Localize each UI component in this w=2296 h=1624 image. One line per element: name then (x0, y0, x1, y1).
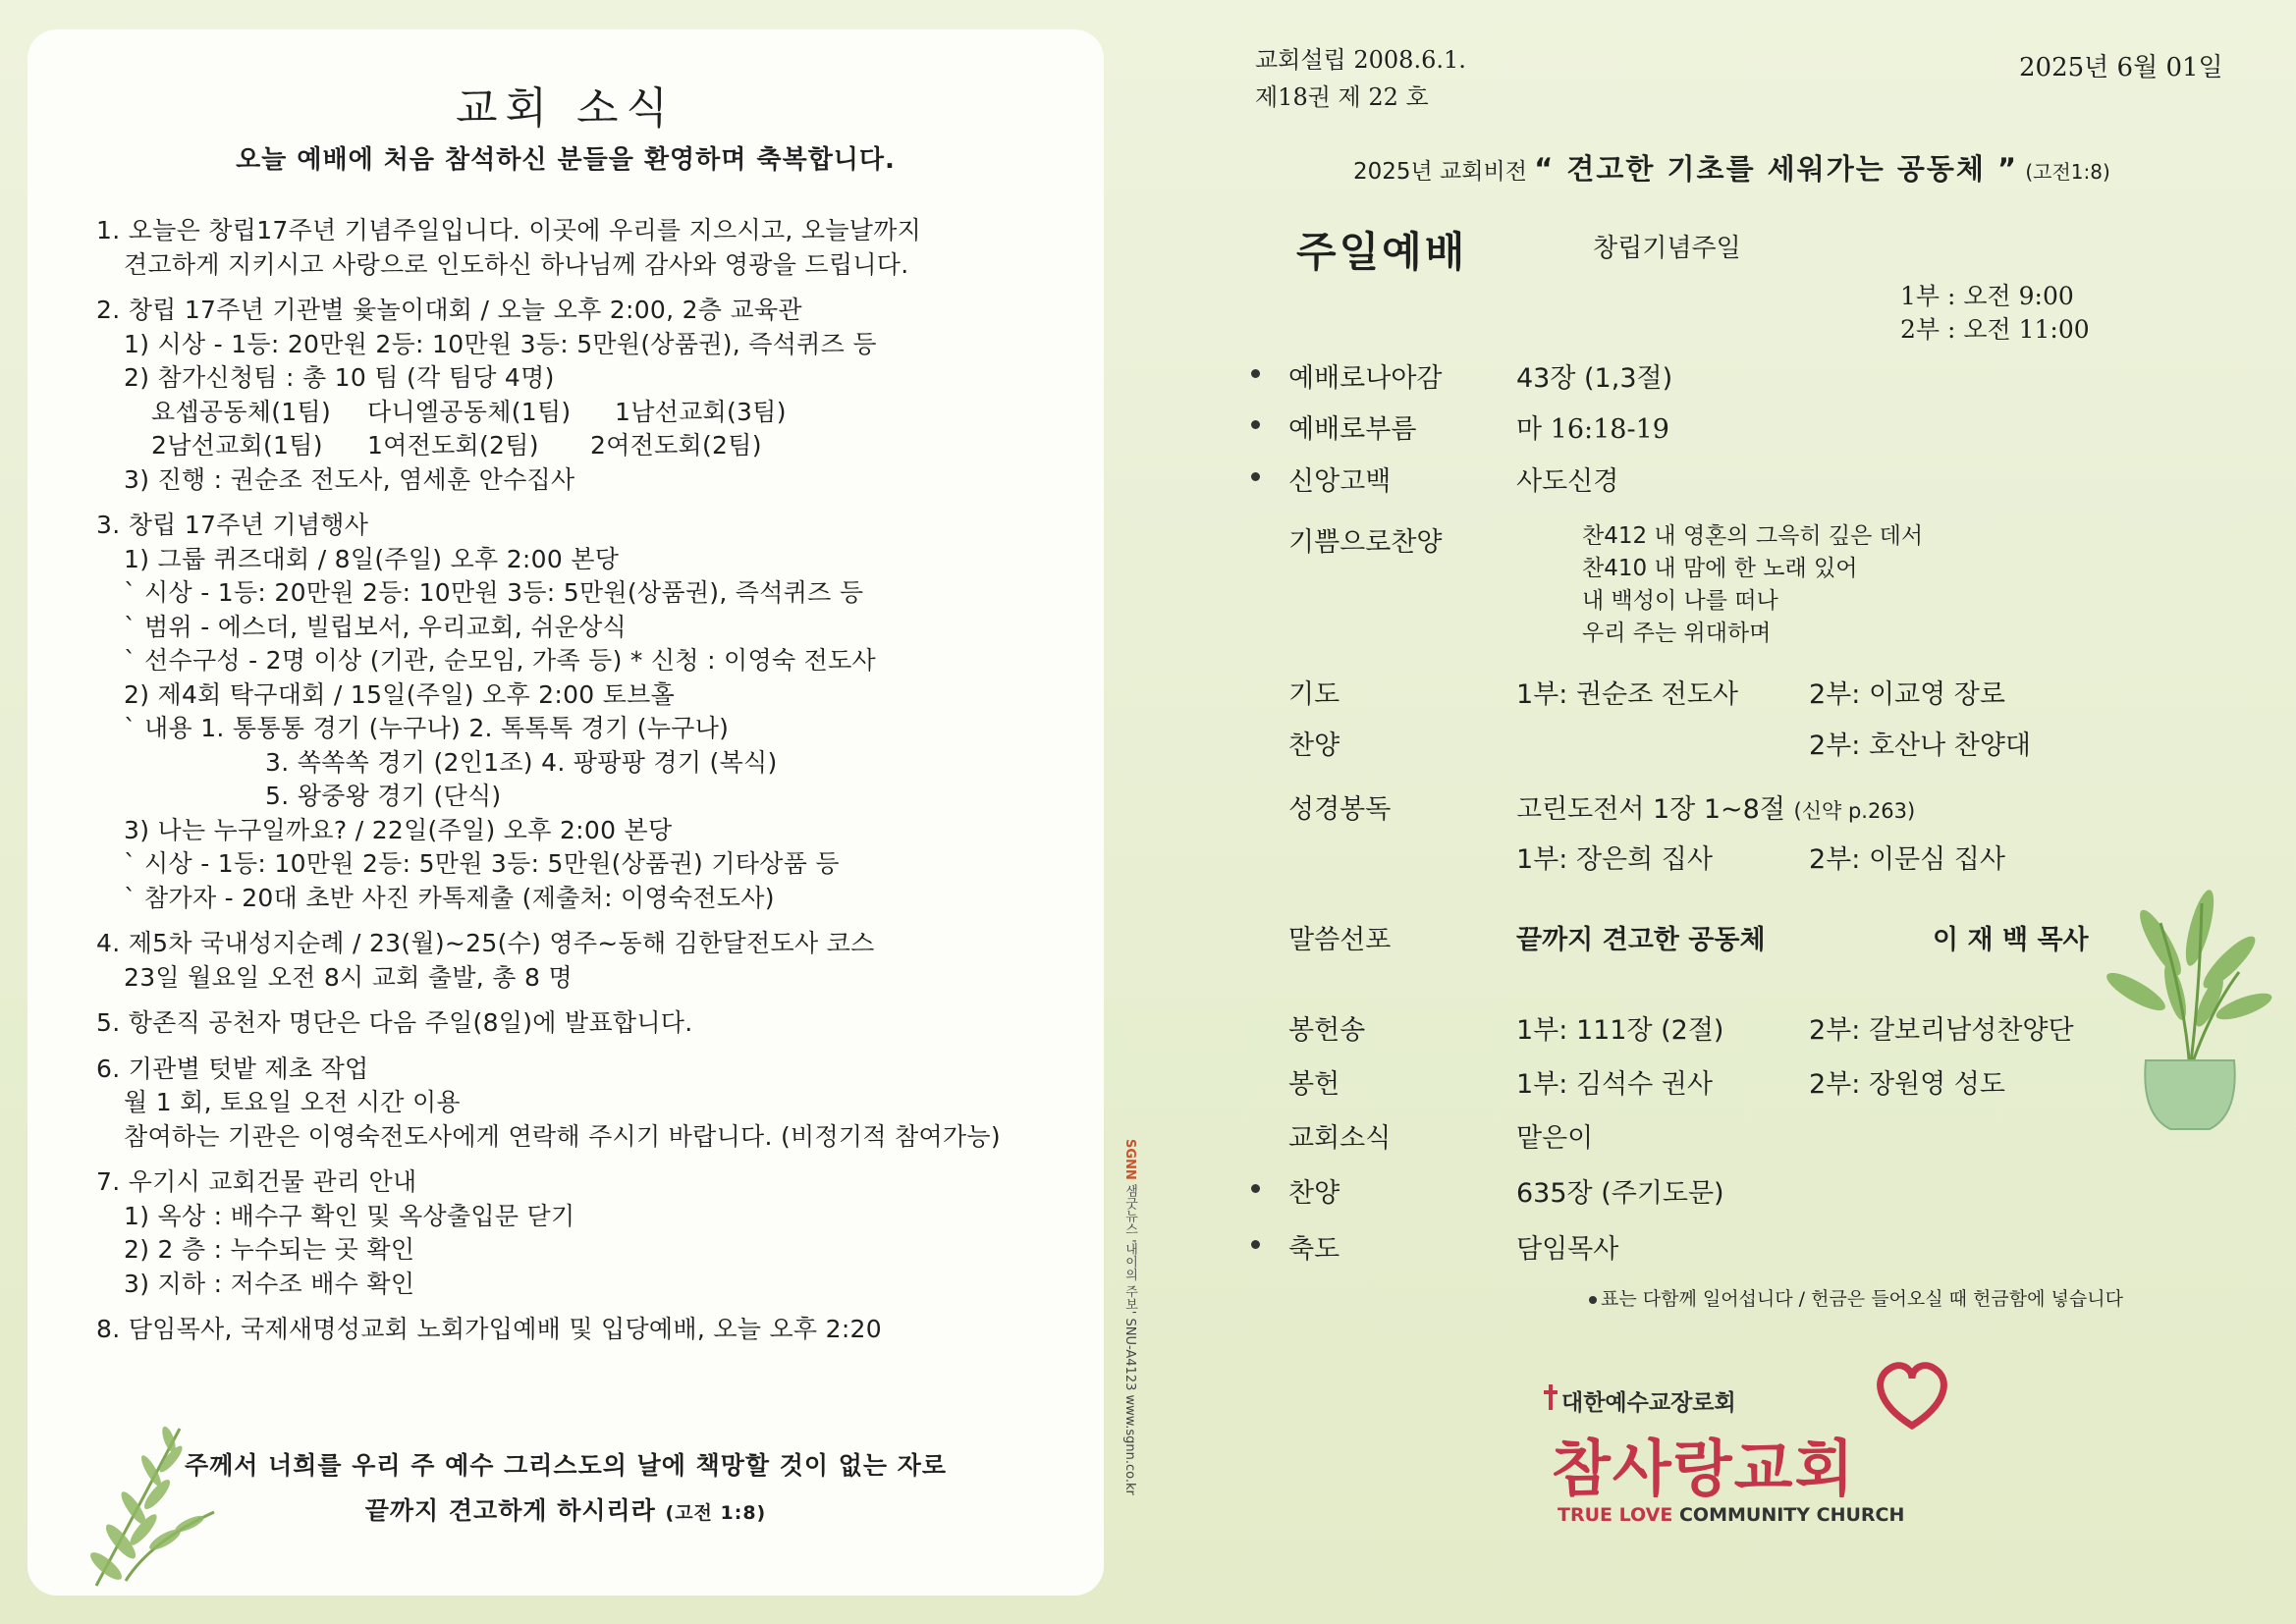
news-line: ` 범위 - 에스더, 빌립보서, 우리교회, 쉬운상식 (124, 612, 627, 641)
team-name: 2남선교회(1팀) (151, 431, 323, 460)
order-value: 635장 (주기도문) (1516, 1178, 1724, 1209)
news-line: 8. 담임목사, 국제새명성교회 노회가입예배 및 입당예배, 오늘 오후 2:20 (96, 1315, 882, 1343)
verse-reference: (고전 1:8) (665, 1502, 767, 1524)
bullet-icon (1589, 1296, 1597, 1304)
order-label: 예배로부름 (1288, 414, 1417, 445)
news-line: ` 시상 - 1등: 20만원 2등: 10만원 3등: 5만원(상품권), 즉석퀴즈 등 (124, 578, 864, 607)
news-line: 2) 제4회 탁구대회 / 15일(주일) 오후 2:00 토브홀 (124, 679, 676, 709)
news-line: 2. 창립 17주년 기관별 윷놀이대회 / 오늘 오후 2:00, 2층 교육관 (96, 296, 802, 324)
bulletin-meta (1255, 41, 1466, 116)
order-value (1516, 787, 1915, 826)
service-time-1: 1부 : 오전 9:00 (1900, 282, 2074, 310)
vision-theme: “ 견고한 기초를 세워가는 공동체 ” (1534, 152, 2019, 186)
news-line: 6. 기관별 텃밭 제초 작업 (96, 1054, 369, 1083)
bullet-icon (1251, 1184, 1260, 1193)
news-line: 참여하는 기관은 이영숙전도사에게 연락해 주시기 바랍니다. (비정기적 참여가능) (124, 1121, 1001, 1151)
church-english-rest: COMMUNITY CHURCH (1672, 1504, 1905, 1526)
order-label: 축도 (1288, 1234, 1340, 1265)
news-item-4 (96, 927, 1088, 995)
news-item-2 (96, 294, 1088, 497)
bullet-icon (1251, 1240, 1260, 1249)
news-line: 2) 2 층 : 누수되는 곳 확인 (124, 1235, 415, 1264)
team-name: 1여전도회(2팀) (367, 431, 539, 460)
news-line: 3. 창립 17주년 기념행사 (96, 511, 369, 539)
order-value: 1부: 장은희 집사 (1516, 844, 1713, 875)
team-name: 요셉공동체(1팀) (151, 397, 332, 426)
order-label: 봉헌 (1288, 1069, 1340, 1100)
order-value: 1부: 권순조 전도사 (1516, 679, 1739, 710)
heart-icon (1868, 1355, 1956, 1434)
bullet-icon (1251, 369, 1260, 378)
news-line: ` 선수구성 - 2명 이상 (기관, 순모임, 가족 등) * 신청 : 이영숙 전도사 (124, 646, 877, 675)
order-label: 성경봉독 (1288, 794, 1392, 825)
worship-title: 주일예배 (1296, 228, 1468, 276)
scripture-passage: 고린도전서 1장 1~8절 (1516, 794, 1785, 825)
vision-reference: (고전1:8) (2025, 160, 2110, 184)
order-label: 예배로나아감 (1288, 363, 1443, 394)
news-item-7 (96, 1165, 1088, 1301)
sermon-preacher: 이 재 백 목사 (1933, 925, 2089, 955)
church-english-accent: TRUE LOVE (1558, 1504, 1673, 1526)
footnote (1589, 1284, 2123, 1311)
news-line: 3. 쏙쏙쏙 경기 (2인1조) 4. 팡팡팡 경기 (복식) (265, 747, 778, 777)
founded-date: 교회설립 2008.6.1. (1255, 46, 1466, 74)
order-label: 찬양 (1288, 731, 1340, 761)
denomination: 대한예수교장로회 (1561, 1390, 1736, 1416)
news-line: 5. 왕중왕 경기 (단식) (265, 782, 502, 810)
news-item-8 (96, 1313, 1088, 1347)
news-line: ` 참가자 - 20대 초반 사진 카톡제출 (제출처: 이영숙전도사) (124, 883, 775, 912)
praise-song-list (1582, 520, 1923, 650)
praise-song: 우리 주는 위대하며 (1582, 621, 1772, 646)
news-line: 1. 오늘은 창립17주년 기념주일입니다. 이곳에 우리를 지으시고, 오늘날까지 (96, 216, 922, 244)
order-value: 2부: 이문심 집사 (1809, 844, 2005, 875)
news-line: ` 내용 1. 통통통 경기 (누구나) 2. 톡톡톡 경기 (누구나) (124, 714, 730, 742)
order-value: 사도신경 (1516, 466, 1619, 497)
order-value: 43장 (1,3절) (1516, 363, 1673, 394)
leaf-branch-icon (67, 1424, 224, 1591)
team-name: 2여전도회(2팀) (590, 431, 762, 460)
news-line: 견고하게 지키시고 사랑으로 인도하신 하나님께 감사와 영광을 드립니다. (124, 249, 909, 279)
news-line: 23일 월요일 오전 8시 교회 출발, 총 8 명 (124, 962, 573, 992)
news-line: 1) 옥상 : 배수구 확인 및 옥상출입문 닫기 (124, 1201, 575, 1230)
news-line: 4. 제5차 국내성지순례 / 23(월)~25(수) 영주~동해 김한달전도사 코스 (96, 929, 875, 957)
order-value: 1부: 김석수 권사 (1516, 1069, 1713, 1100)
news-item-3 (96, 509, 1088, 915)
bulletin-date: 2025년 6월 01일 (2019, 53, 2223, 82)
order-value: 2부: 호산나 찬양대 (1809, 731, 2032, 761)
publisher-brand: SGNN (1122, 1139, 1137, 1180)
verse-line-1: 주께서 너희를 우리 주 예수 그리스도의 날에 책망할 것이 없는 자로 (184, 1451, 948, 1480)
praise-song: 찬412 내 영혼의 그윽히 깊은 데서 (1582, 523, 1924, 549)
news-line: 7. 우기시 교회건물 관리 안내 (96, 1167, 417, 1196)
news-line: 월 1 회, 토요일 오전 시간 이용 (124, 1088, 461, 1116)
cross-icon (1544, 1384, 1558, 1410)
order-value: 맡은이 (1516, 1123, 1594, 1154)
order-value: 2부: 장원영 성도 (1809, 1069, 2005, 1100)
publisher-text: 샘굿뉴스 '내이의 주보' SNU-A4123 www.sgnn.co.kr (1122, 1183, 1137, 1495)
praise-song: 내 백성이 나를 떠나 (1582, 588, 1778, 614)
order-value: 담임목사 (1516, 1234, 1619, 1265)
volume-number: 제18권 제 22 호 (1255, 83, 1429, 111)
news-title: 교회 소식 (455, 83, 676, 134)
order-label: 봉헌송 (1288, 1015, 1366, 1046)
news-item-1 (96, 214, 1088, 282)
news-line: ` 시상 - 1등: 10만원 2등: 5만원 3등: 5만원(상품권) 기타상품 등 (124, 849, 840, 878)
order-value: 2부: 이교영 장로 (1809, 679, 2005, 710)
footnote-text: 표는 다함께 일어섭니다 / 헌금은 들어오실 때 헌금함에 넣습니다 (1601, 1288, 2123, 1310)
service-time-2: 2부 : 오전 11:00 (1900, 315, 2090, 344)
news-line: 3) 나는 누구일까요? / 22일(주일) 오후 2:00 본당 (124, 815, 673, 844)
bullet-icon (1251, 420, 1260, 429)
news-line: 3) 진행 : 권순조 전도사, 염세훈 안수집사 (124, 464, 575, 494)
team-name: 1남선교회(3팀) (615, 397, 787, 426)
potted-plant-icon (2092, 884, 2288, 1139)
news-line: 2) 참가신청팀 : 총 10 팀 (각 팀당 4명) (124, 363, 555, 392)
order-value: 2부: 갈보리남성찬양단 (1809, 1015, 2074, 1046)
news-line: 3) 지하 : 저수조 배수 확인 (124, 1269, 415, 1298)
praise-song: 찬410 내 맘에 한 노래 있어 (1582, 556, 1858, 581)
team-name: 다니엘공동체(1팀) (367, 397, 572, 426)
order-value: 마 16:18-19 (1516, 414, 1669, 445)
order-label: 신앙고백 (1288, 466, 1392, 497)
church-news-panel (27, 29, 1104, 1596)
church-english-name (1558, 1504, 1904, 1526)
order-label: 찬양 (1288, 1178, 1340, 1209)
news-item-6 (96, 1053, 1088, 1155)
scripture-page: (신약 p.263) (1793, 799, 1916, 823)
vision-prefix: 2025년 교회비전 (1353, 159, 1527, 185)
order-label: 말씀선포 (1288, 925, 1392, 955)
publisher-imprint (1118, 1139, 1139, 1600)
team-row (96, 396, 1088, 430)
order-value: 1부: 111장 (2절) (1516, 1015, 1724, 1046)
church-logo (1544, 1355, 1995, 1551)
verse-text: 끝까지 견고하게 하시리라 (364, 1496, 656, 1525)
news-line: 5. 항존직 공천자 명단은 다음 주일(8일)에 발표합니다. (96, 1008, 693, 1037)
bullet-icon (1251, 472, 1260, 481)
church-vision (1353, 147, 2110, 188)
service-times (1900, 280, 2090, 347)
church-name: 참사랑교회 (1552, 1433, 1856, 1504)
news-list (96, 187, 1088, 1347)
news-item-5 (96, 1006, 1088, 1041)
order-label: 교회소식 (1288, 1123, 1392, 1154)
news-line: 1) 시상 - 1등: 20만원 2등: 10만원 3등: 5만원(상품권), 즉석퀴즈 등 (124, 329, 877, 358)
news-line: 1) 그룹 퀴즈대회 / 8일(주일) 오후 2:00 본당 (124, 544, 620, 573)
welcome-message: 오늘 예배에 처음 참석하신 분들을 환영하며 축복합니다. (236, 145, 896, 175)
order-label: 기쁨으로찬양 (1288, 527, 1443, 558)
sermon-title: 끝까지 견고한 공동체 (1516, 925, 1766, 955)
order-label: 기도 (1288, 679, 1340, 710)
team-row (96, 429, 1088, 463)
worship-subtitle: 창립기념주일 (1593, 234, 1741, 263)
